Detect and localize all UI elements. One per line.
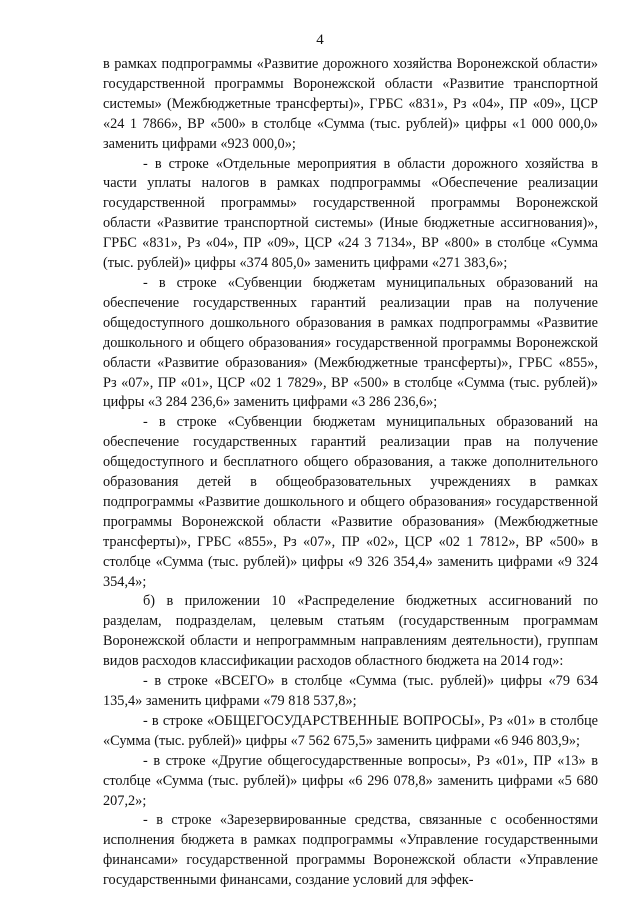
paragraph-road-tax: - в строке «Отдельные мероприятия в области дорожного хозяйства в части уплаты налогов в рамках подпрограммы «Обеспечение реализации государственной программы» государственной программы Воронежской области «Развитие транспортной системы» (Иные бюджетные ассигнования)», ГРБС «831», Рз «04», ПР «09», ЦСР «24 3 7134», ВР «800» в столбце «Сумма (тыс. рублей)» цифры «374 805,0» заменить цифрами «271 383,6»; bbox=[103, 155, 598, 272]
paragraph-other-state-issues: - в строке «Другие общегосударственные вопросы», Рз «01», ПР «13» в столбце «Сумма (тыс. рублей)» цифры «6 296 078,8» заменить цифрами «5 680 207,2»; bbox=[103, 752, 598, 809]
paragraph-preschool-subvention: - в строке «Субвенции бюджетам муниципальных образований на обеспечение государственных гарантий реализации прав на получение общедоступного дошкольного образования в рамках подпрограммы «Развитие дошкольного и общего образования» государственной программы Воронежской области «Развитие образования» (Межбюджетные трансферты)», ГРБС «855», Рз «07», ПР «01», ЦСР «02 1 7829», ВР «500» в столбце «Сумма (тыс. рублей)» цифры «3 284 236,6» заменить цифрами «3 286 236,6»; bbox=[103, 274, 598, 411]
page-number: 4 bbox=[316, 32, 324, 48]
document-body bbox=[103, 55, 598, 891]
paragraph-general-state-issues: - в строке «ОБЩЕГОСУДАРСТВЕННЫЕ ВОПРОСЫ», Рз «01» в столбце «Сумма (тыс. рублей)» цифры «7 562 675,5» заменить цифрами «6 946 803,9»; bbox=[103, 712, 598, 749]
paragraph-total: - в строке «ВСЕГО» в столбце «Сумма (тыс. рублей)» цифры «79 634 135,4» заменить цифрами «79 818 537,8»; bbox=[103, 673, 598, 709]
paragraph-continuation: в рамках подпрограммы «Развитие дорожного хозяйства Воронежской области» государственной программы Воронежской области «Развитие транспортной системы» (Межбюджетные трансферты)», ГРБС «831», Рз «04», ПР «09», ЦСР «24 1 7866», ВР «500» в столбце «Сумма (тыс. рублей)» цифры «1 000 000,0» заменить цифрами «923 000,0»; bbox=[103, 56, 598, 152]
paragraph-general-education-subvention: - в строке «Субвенции бюджетам муниципальных образований на обеспечение государственных гарантий реализации прав на получение общедоступного и бесплатного общего образования, а также дополнительного образования детей в общеобразовательных учреждениях в рамках подпрограммы «Развитие дошкольного и общего образования» государственной программы Воронежской области «Развитие образования» (Межбюджетные трансферты)», ГРБС «855», Рз «07», ПР «02», ЦСР «02 1 7812», ВР «500» в столбце «Сумма (тыс. рублей)» цифры «9 326 354,4» заменить цифрами «9 324 354,4»; bbox=[103, 414, 598, 590]
paragraph-appendix-10: б) в приложении 10 «Распределение бюджетных ассигнований по разделам, подразделам, целевым статьям (государственным программам Воронежской области и непрограммным направлениям деятельности), группам видов расходов классификации расходов областного бюджета на 2014 год»: bbox=[103, 593, 598, 670]
paragraph-reserved-funds: - в строке «Зарезервированные средства, связанные с особенностями исполнения бюджета в рамках подпрограммы «Управление государственными финансами» государственной программы Воронежской области «Управление государственными финансами, создание условий для эффек- bbox=[103, 812, 598, 889]
